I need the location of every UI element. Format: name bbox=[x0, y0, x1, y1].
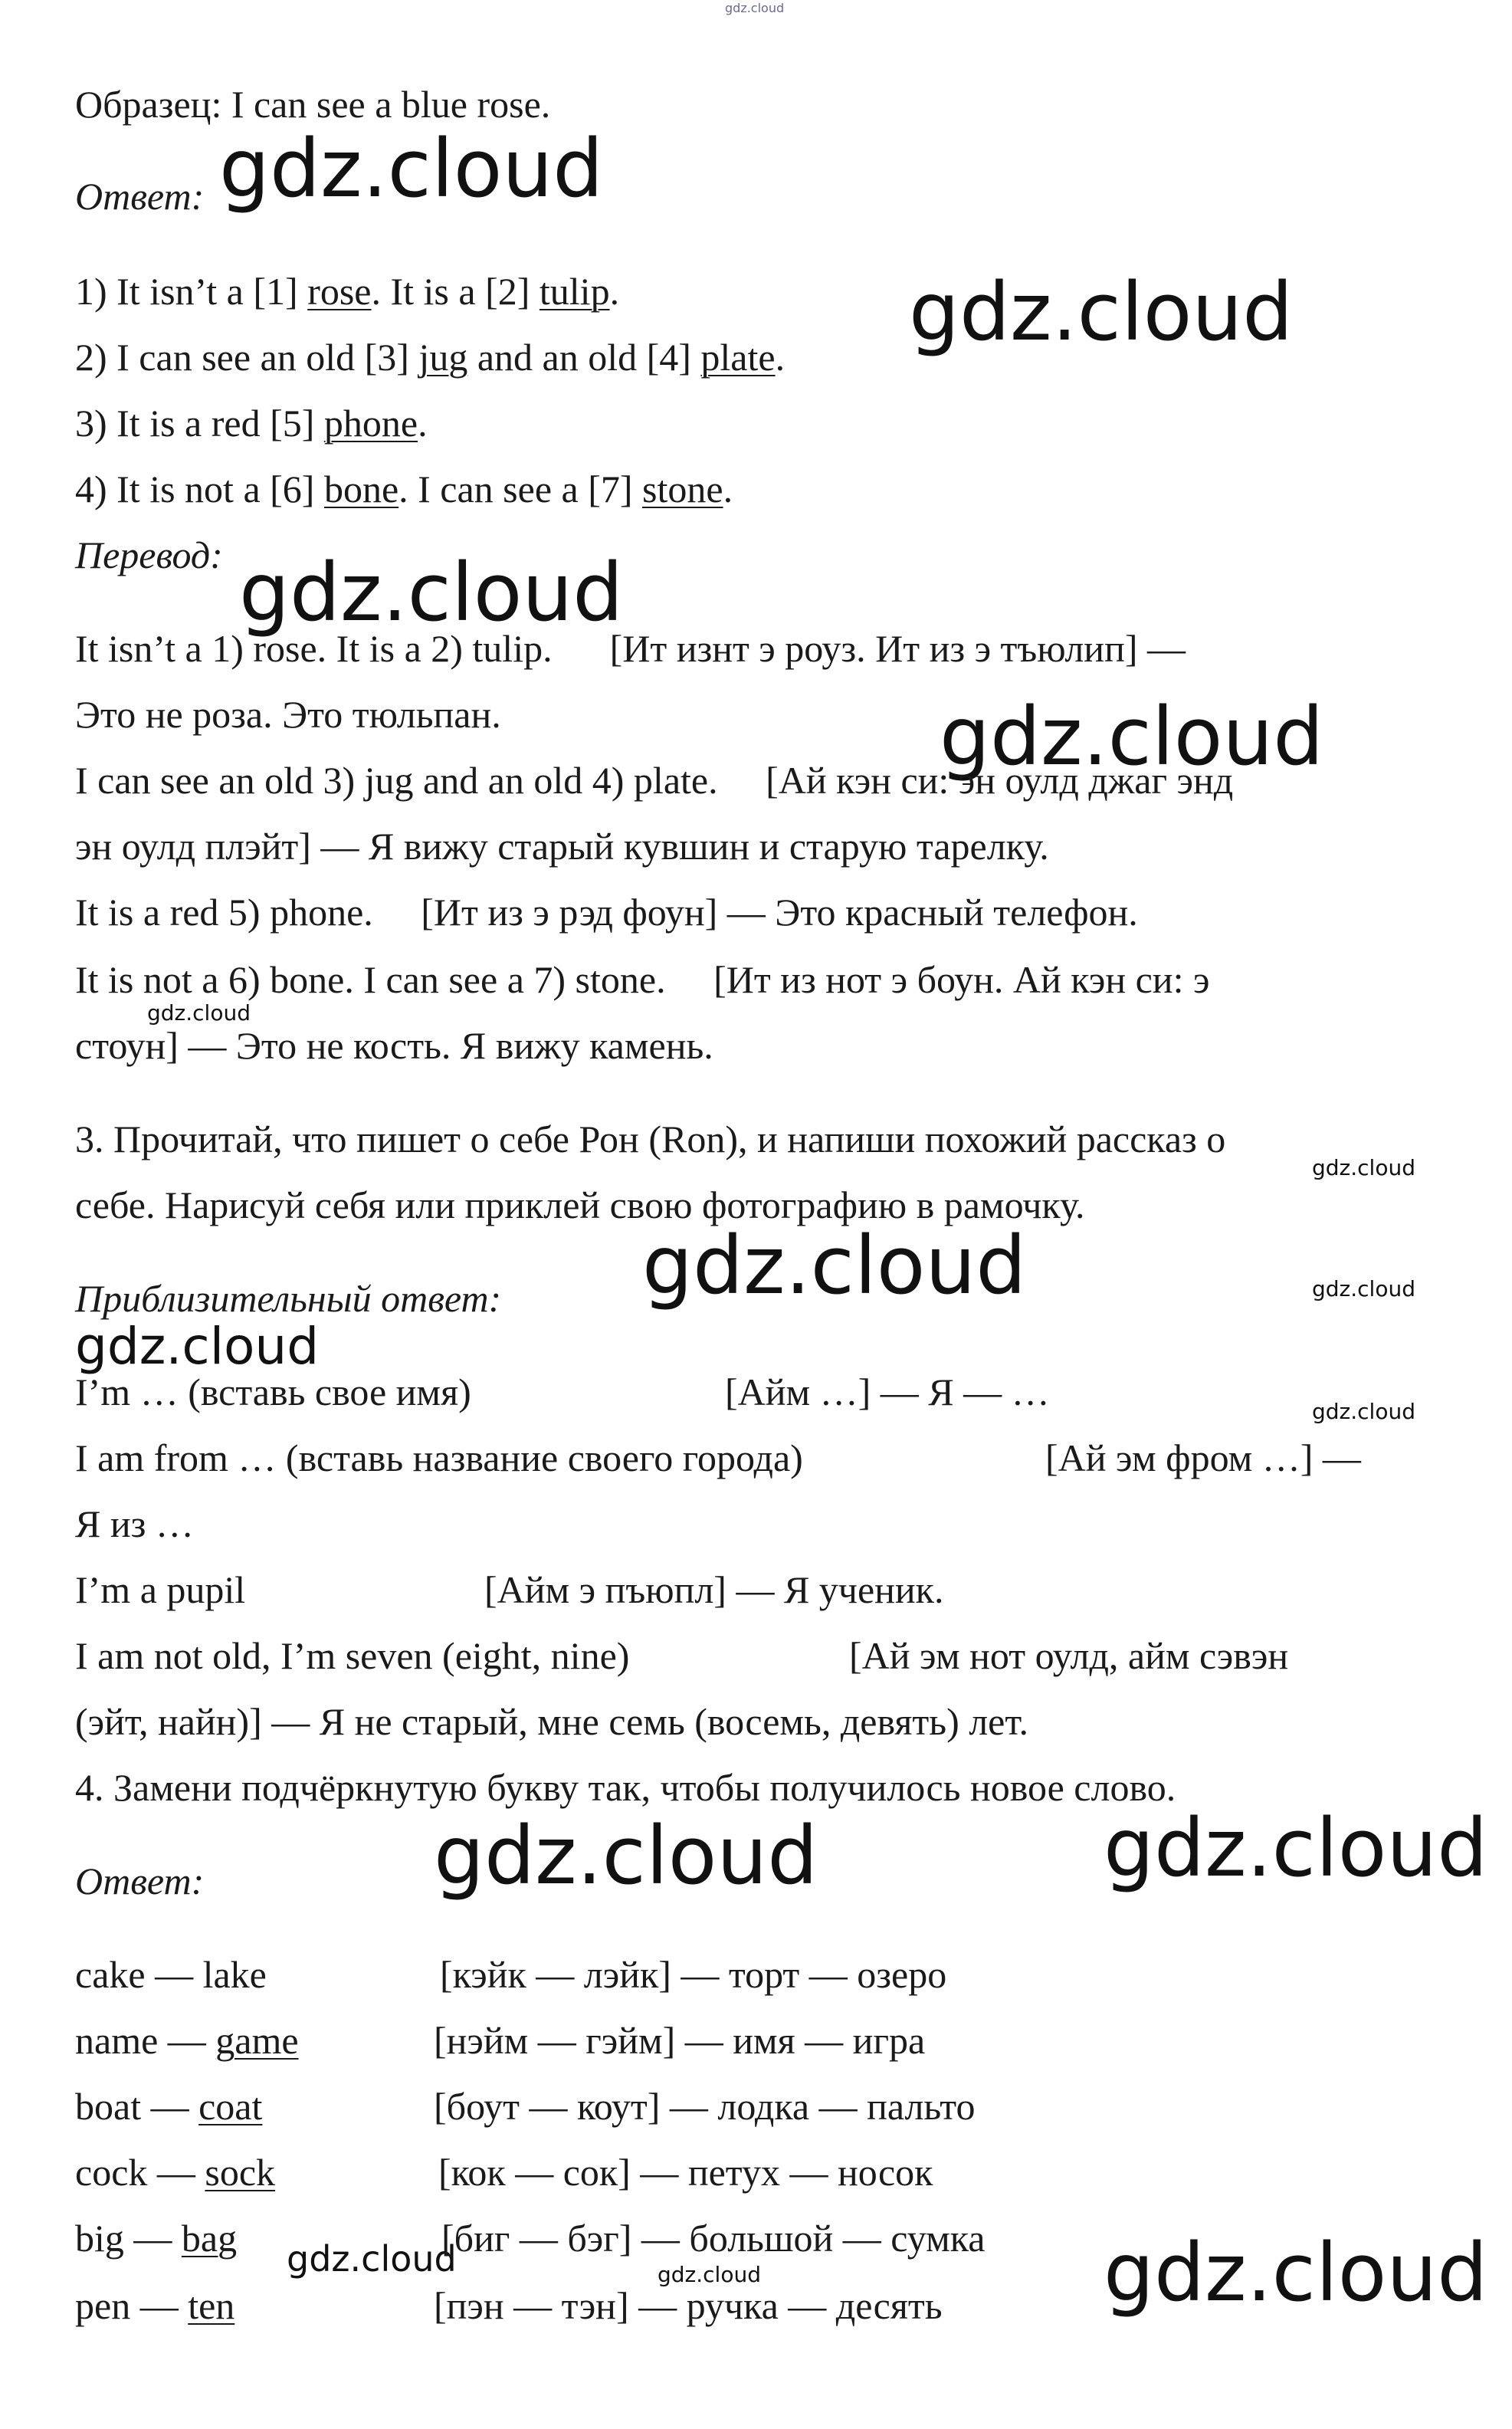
task3-row-en: I am not old, I’m seven (eight, nine) bbox=[75, 1634, 630, 1677]
watermark: gdz.cloud bbox=[1312, 1399, 1415, 1424]
answer-label: Ответ: bbox=[75, 175, 205, 218]
watermark: gdz.cloud bbox=[1104, 2226, 1488, 2319]
watermark: gdz.cloud bbox=[75, 1317, 320, 1376]
task4-row-translation: [кок — сок] — петух — носок bbox=[438, 2151, 933, 2194]
task3-row-en: I’m … (вставь свое имя) bbox=[75, 1370, 471, 1413]
task3-row-en: I am from … (вставь название своего города) bbox=[75, 1436, 803, 1479]
translation-line: It isn’t a 1) rose. It is a 2) tulip. [Ит изнт э роуз. Ит из э тъюлип] — bbox=[75, 627, 1186, 670]
task4-answer-label: Ответ: bbox=[75, 1859, 205, 1902]
task4-row-translation: [кэйк — лэйк] — торт — озеро bbox=[440, 1953, 947, 1996]
task4-row: cock — sock bbox=[75, 2151, 276, 2194]
watermark: gdz.cloud bbox=[1312, 1155, 1415, 1180]
task4-row: pen — ten bbox=[75, 2284, 235, 2327]
watermark: gdz.cloud bbox=[434, 1809, 818, 1902]
example-line: Образец: I can see a blue rose. bbox=[75, 83, 551, 126]
answer-line-3: 3) It is a red [5] phone. bbox=[75, 402, 428, 445]
answer-line-4: 4) It is not a [6] bone. I can see a [7] stone. bbox=[75, 468, 733, 510]
task4-row: name — game bbox=[75, 2019, 299, 2062]
watermark: gdz.cloud bbox=[219, 122, 604, 215]
task4-row-translation: [нэйм — гэйм] — имя — игра bbox=[434, 2019, 926, 2062]
translation-line: стоун] — Это не кость. Я вижу камень. bbox=[75, 1024, 713, 1067]
answer-line-2: 2) I can see an old [3] jug and an old [4] plate. bbox=[75, 336, 786, 379]
watermark: gdz.cloud bbox=[658, 2262, 761, 2287]
answer-line-1: 1) It isn’t a [1] rose. It is a [2] tulip. bbox=[75, 270, 620, 313]
watermark: gdz.cloud bbox=[642, 1219, 1027, 1312]
task4-row: boat — coat bbox=[75, 2085, 263, 2128]
task3-row-en: Я из … bbox=[75, 1502, 194, 1545]
task4-row-translation: [боут — коут] — лодка — пальто bbox=[434, 2085, 976, 2128]
translation-line: It is a red 5) phone. [Ит из э рэд фоун] — Это красный телефон. bbox=[75, 891, 1138, 934]
watermark: gdz.cloud bbox=[1104, 1801, 1488, 1895]
task3-line-1: 3. Прочитай, что пишет о себе Рон (Ron), и напиши похожий рассказ о bbox=[75, 1118, 1226, 1160]
translation-line: I can see an old 3) jug and an old 4) plate. [Ай кэн си: эн оулд джаг энд bbox=[75, 759, 1234, 802]
translation-label: Перевод: bbox=[75, 533, 223, 576]
translation-line: Это не роза. Это тюльпан. bbox=[75, 693, 501, 736]
task3-row-ru: [Ай эм нот оулд, айм сэвэн bbox=[849, 1634, 1289, 1677]
task3-row-ru: [Айм …] — Я — … bbox=[725, 1370, 1050, 1413]
translation-line: эн оулд плэйт] — Я вижу старый кувшин и старую тарелку. bbox=[75, 825, 1049, 868]
task4-row-translation: [пэн — тэн] — ручка — десять bbox=[434, 2284, 943, 2327]
task4-row: big — bag bbox=[75, 2217, 238, 2260]
task3-line-2: себе. Нарисуй себя или приклей свою фотографию в рамочку. bbox=[75, 1183, 1085, 1226]
watermark: gdz.cloud bbox=[147, 1000, 251, 1026]
watermark: gdz.cloud bbox=[1312, 1276, 1415, 1301]
task3-row-ru: [Ай эм фром …] — bbox=[1045, 1436, 1361, 1479]
task4-row-translation: [биг — бэг] — большой — сумка bbox=[441, 2217, 986, 2260]
watermark: gdz.cloud bbox=[940, 690, 1324, 783]
task4-row: cake — lake bbox=[75, 1953, 267, 1996]
watermark: gdz.cloud bbox=[909, 265, 1294, 359]
task3-answer-label: Приблизительный ответ: bbox=[75, 1277, 502, 1320]
watermark: gdz.cloud bbox=[287, 2238, 457, 2280]
task3-row-en: (эйт, найн)] — Я не старый, мне семь (восемь, девять) лет. bbox=[75, 1700, 1028, 1743]
task3-row-en: I’m a pupil bbox=[75, 1568, 246, 1611]
watermark: gdz.cloud bbox=[239, 546, 624, 639]
translation-line: It is not a 6) bone. I can see a 7) stone. [Ит из нот э боун. Ай кэн си: э bbox=[75, 958, 1210, 1001]
watermark-top: gdz.cloud bbox=[725, 1, 785, 15]
task4-title: 4. Замени подчёркнутую букву так, чтобы получилось новое слово. bbox=[75, 1766, 1176, 1809]
task3-row-ru: [Айм э пъюпл] — Я ученик. bbox=[484, 1568, 944, 1611]
